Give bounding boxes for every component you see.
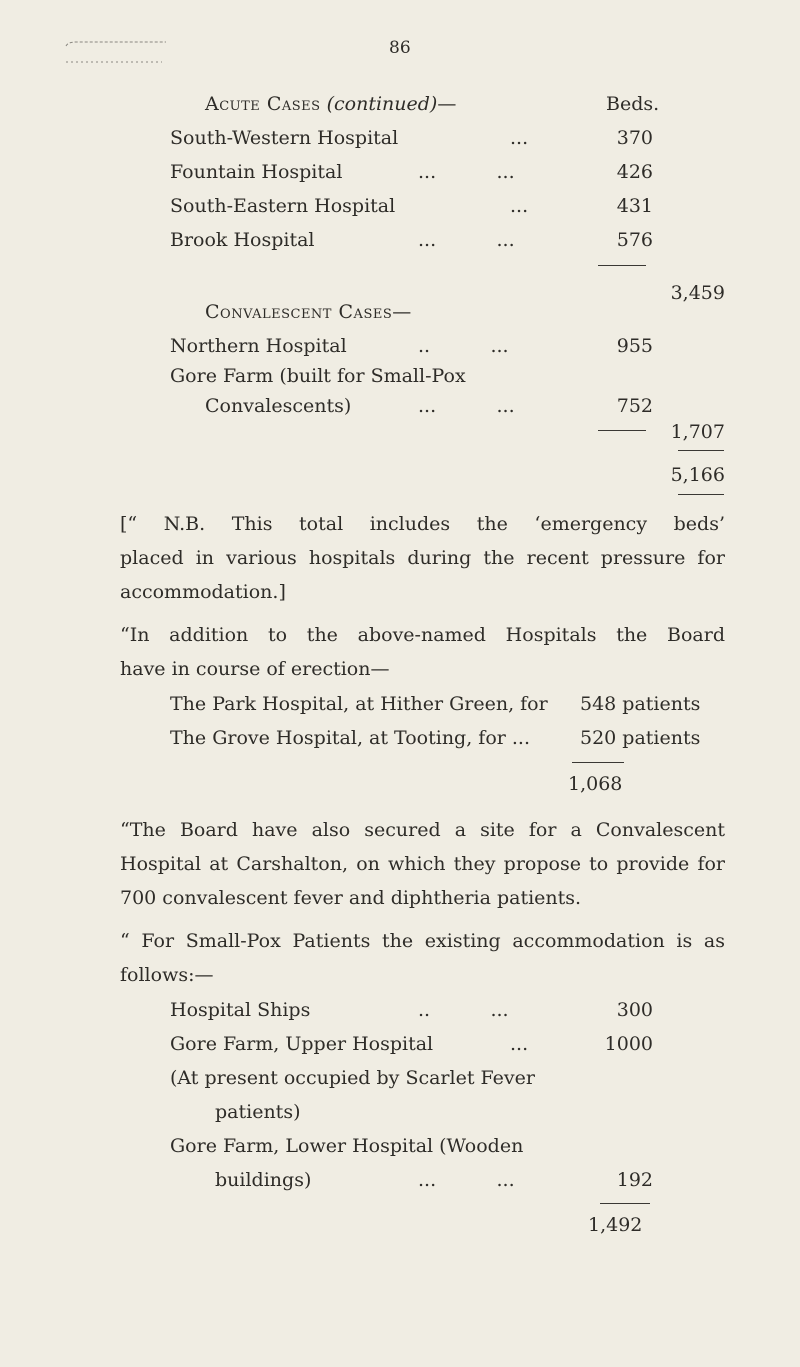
acute-sum-rule xyxy=(598,265,646,266)
note-line: placed in various hospitals during the recent pressure for xyxy=(120,547,725,569)
acute-row-dots: ... ... xyxy=(418,161,515,183)
acute-row-value: 370 xyxy=(616,127,653,149)
smallpox-row-dots: ... xyxy=(510,1033,529,1055)
convalescent-row-value: 955 xyxy=(616,335,653,357)
acute-row-value: 576 xyxy=(616,229,653,251)
acute-heading-italic: (continued) xyxy=(326,93,438,115)
smallpox-sum-rule xyxy=(600,1203,650,1204)
acute-row-name: South-Western Hospital xyxy=(170,127,399,149)
acute-row-value: 426 xyxy=(616,161,653,183)
acute-row-dots: ... ... xyxy=(418,229,515,251)
smallpox-row-value: 1000 xyxy=(604,1033,653,1055)
smallpox-row-dots: ... ... xyxy=(418,1169,515,1191)
grand-total-rule-bottom xyxy=(678,494,724,495)
convalescent-row-name: Gore Farm (built for Small-Pox xyxy=(170,365,466,387)
smallpox-line: “ For Small-Pox Patients the existing accommodation is as xyxy=(120,930,725,952)
smallpox-row-name: Gore Farm, Lower Hospital (Wooden xyxy=(170,1135,524,1157)
convalescent-row-name: Northern Hospital xyxy=(170,335,347,357)
convalescent-sum-rule xyxy=(598,430,646,431)
acute-heading-dash: — xyxy=(437,93,457,115)
site-line: 700 convalescent fever and diphtheria patients. xyxy=(120,887,582,909)
smallpox-row-name: buildings) xyxy=(215,1169,312,1191)
stamp-mark xyxy=(62,38,180,68)
acute-row-dots: ... xyxy=(510,195,529,217)
acute-row-value: 431 xyxy=(616,195,653,217)
addition-row-name: The Grove Hospital, at Tooting, for ... xyxy=(170,727,531,749)
addition-line: have in course of erection— xyxy=(120,658,390,680)
convalescent-row-dots: .. ... xyxy=(418,335,509,357)
smallpox-row-name: patients) xyxy=(215,1101,301,1123)
beds-header: Beds. xyxy=(606,93,660,115)
smallpox-row-name: Hospital Ships xyxy=(170,999,311,1021)
smallpox-row-dots: .. ... xyxy=(418,999,509,1021)
grand-total-rule-top xyxy=(678,450,724,451)
convalescent-row-value: 752 xyxy=(616,395,653,417)
acute-row-name: South-Eastern Hospital xyxy=(170,195,396,217)
addition-total: 1,068 xyxy=(568,773,623,795)
smallpox-row-name: Gore Farm, Upper Hospital xyxy=(170,1033,434,1055)
acute-heading xyxy=(205,92,456,116)
addition-row-value: 548 patients xyxy=(580,693,701,715)
addition-line: “In addition to the above-named Hospitals the Board xyxy=(120,624,725,646)
acute-heading-main: Acute Cases xyxy=(205,93,321,115)
convalescent-heading: Convalescent Cases— xyxy=(205,301,412,323)
smallpox-line: follows:— xyxy=(120,964,214,986)
addition-row-value: 520 patients xyxy=(580,727,701,749)
acute-subtotal: 3,459 xyxy=(670,282,725,304)
page-number: 86 xyxy=(389,38,411,58)
acute-row-dots: ... xyxy=(510,127,529,149)
smallpox-row-value: 192 xyxy=(616,1169,653,1191)
note-line: [“ N.B. This total includes the ‘emergency beds’ xyxy=(120,513,725,535)
site-line: Hospital at Carshalton, on which they propose to provide for xyxy=(120,853,725,875)
convalescent-row-name: Convalescents) xyxy=(205,395,352,417)
convalescent-row-dots: ... ... xyxy=(418,395,515,417)
addition-row-name: The Park Hospital, at Hither Green, for xyxy=(170,693,548,715)
note-line: accommodation.] xyxy=(120,581,286,603)
smallpox-total: 1,492 xyxy=(588,1214,643,1236)
acute-row-name: Brook Hospital xyxy=(170,229,315,251)
addition-sum-rule xyxy=(572,762,624,763)
smallpox-row-value: 300 xyxy=(616,999,653,1021)
smallpox-row-name: (At present occupied by Scarlet Fever xyxy=(170,1067,535,1089)
site-line: “The Board have also secured a site for a Convalescent xyxy=(120,819,725,841)
convalescent-subtotal: 1,707 xyxy=(670,421,725,443)
grand-total: 5,166 xyxy=(670,464,725,486)
acute-row-name: Fountain Hospital xyxy=(170,161,343,183)
